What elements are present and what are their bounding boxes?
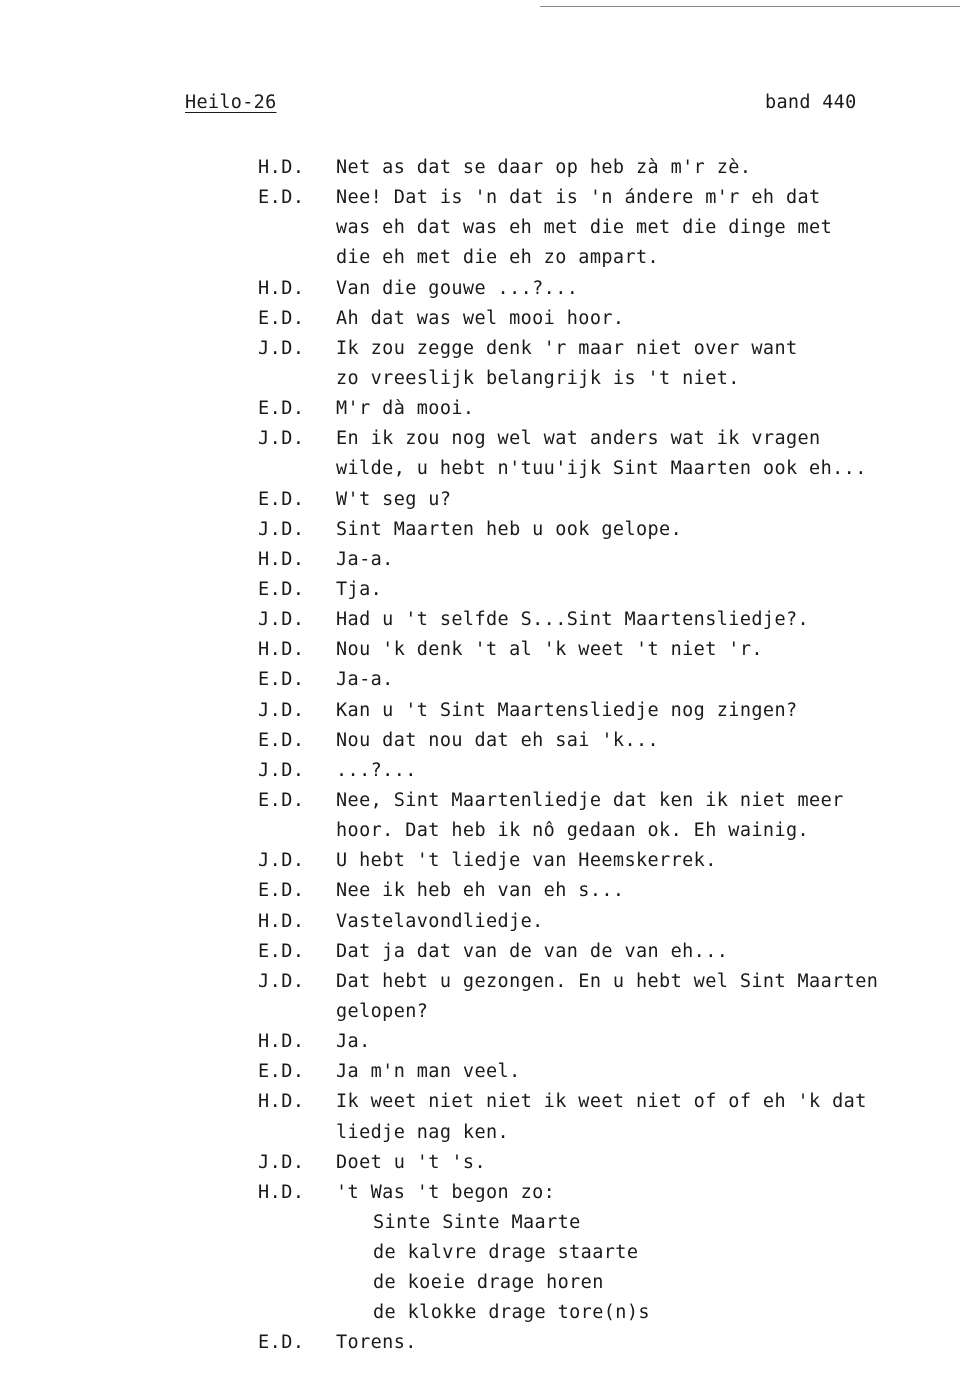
speaker-label: E.D. xyxy=(258,307,305,329)
utterance-text: W't seg u? xyxy=(336,488,452,510)
transcript-line xyxy=(258,485,938,515)
utterance-text: Net as dat se daar op heb zà m'r zè. xyxy=(336,157,752,178)
utterance-text: Nee, Sint Maartenliedje dat ken ik niet meer xyxy=(336,789,844,811)
utterance-text: U hebt 't liedje van Heemskerrek. xyxy=(336,850,717,872)
transcript-line xyxy=(258,394,938,424)
speaker-label: J.D. xyxy=(258,850,305,872)
utterance-text: ...?... xyxy=(336,759,417,781)
transcript-line xyxy=(258,605,938,635)
transcript-line xyxy=(258,786,938,816)
speaker-label: J.D. xyxy=(258,759,305,781)
transcript-line xyxy=(258,183,938,213)
utterance-text: Ik weet niet niet ik weet niet of of eh 'k dat xyxy=(336,1091,867,1113)
speaker-label: H.D. xyxy=(258,277,305,299)
speaker-label: H.D. xyxy=(258,1031,305,1053)
speaker-label: E.D. xyxy=(258,398,305,420)
transcript-line xyxy=(258,907,938,937)
utterance-text: Dat ja dat van de van de van eh... xyxy=(336,940,729,962)
tape-number: band 440 xyxy=(765,92,857,113)
transcript-line xyxy=(258,213,938,243)
speaker-label: E.D. xyxy=(258,669,305,691)
speaker-label: J.D. xyxy=(258,428,305,450)
transcript-line xyxy=(258,364,938,394)
transcript-line xyxy=(258,1087,938,1117)
speaker-label: E.D. xyxy=(258,940,305,962)
speaker-label: E.D. xyxy=(258,789,305,811)
utterance-text: Nee! Dat is 'n dat is 'n ándere m'r eh dat xyxy=(336,187,821,209)
utterance-text: Had u 't selfde S...Sint Maartensliedje?. xyxy=(336,609,810,631)
utterance-text: Sint Maarten heb u ook gelope. xyxy=(336,518,683,540)
speaker-label: H.D. xyxy=(258,1091,305,1113)
transcript-line xyxy=(258,1148,938,1178)
speaker-label: J.D. xyxy=(258,1151,305,1173)
utterance-text: Kan u 't Sint Maartensliedje nog zingen? xyxy=(336,699,798,721)
transcript-line xyxy=(258,243,938,273)
speaker-label: E.D. xyxy=(258,578,305,600)
transcript-line xyxy=(258,304,938,334)
speaker-label: H.D. xyxy=(258,910,305,932)
utterance-text: was eh dat was eh met die met die dinge met xyxy=(336,217,833,239)
transcript-line xyxy=(258,1027,938,1057)
transcript-line xyxy=(258,334,938,364)
utterance-text: de koeie drage horen xyxy=(373,1272,604,1294)
utterance-text: Nou 'k denk 't al 'k weet 't niet 'r. xyxy=(336,639,763,661)
song-verse-line xyxy=(258,1208,938,1238)
utterance-text: 't Was 't begon zo: xyxy=(336,1181,556,1203)
transcript-line xyxy=(258,274,938,304)
speaker-label: H.D. xyxy=(258,1181,305,1203)
transcript-line xyxy=(258,454,938,484)
utterance-text: Ik zou zegge denk 'r maar niet over want xyxy=(336,337,798,359)
utterance-text: Vastelavondliedje. xyxy=(336,910,544,932)
transcript-line xyxy=(258,756,938,786)
song-verse-line xyxy=(258,1238,938,1268)
transcript-line xyxy=(258,937,938,967)
transcript-line xyxy=(258,846,938,876)
speaker-label: J.D. xyxy=(258,518,305,540)
song-verse-line xyxy=(258,1298,938,1328)
utterance-text: wilde, u hebt n'tuu'ijk Sint Maarten ook eh... xyxy=(336,458,867,480)
transcript-line xyxy=(258,635,938,665)
speaker-label: E.D. xyxy=(258,729,305,751)
speaker-label: J.D. xyxy=(258,337,305,359)
utterance-text: de klokke drage tore(n)s xyxy=(373,1302,650,1324)
speaker-label: J.D. xyxy=(258,609,305,631)
utterance-text: Van die gouwe ...?... xyxy=(336,277,579,299)
transcript-line xyxy=(258,997,938,1027)
speaker-label: E.D. xyxy=(258,488,305,510)
utterance-text: Tja. xyxy=(336,578,383,600)
utterance-text: die eh met die eh zo ampart. xyxy=(336,247,660,269)
transcript-line xyxy=(258,726,938,756)
transcript-line xyxy=(258,876,938,906)
utterance-text: Nou dat nou dat eh sai 'k... xyxy=(336,729,660,751)
utterance-text: de kalvre drage staarte xyxy=(373,1242,639,1264)
speaker-label: E.D. xyxy=(258,880,305,902)
transcript-line xyxy=(258,1178,938,1208)
utterance-text: hoor. Dat heb ik nô gedaan ok. Eh wainig. xyxy=(336,820,810,842)
speaker-label: H.D. xyxy=(258,639,305,661)
utterance-text: Ja-a. xyxy=(336,669,394,691)
utterance-text: Torens. xyxy=(336,1332,417,1354)
transcript-line xyxy=(258,696,938,726)
utterance-text: gelopen? xyxy=(336,1000,429,1022)
transcript-line xyxy=(258,665,938,695)
utterance-text: En ik zou nog wel wat anders wat ik vragen xyxy=(336,428,821,450)
document-id: Heilo-26 xyxy=(185,92,277,113)
transcript-line xyxy=(258,1118,938,1148)
transcript xyxy=(258,153,938,1359)
utterance-text: M'r dà mooi. xyxy=(336,398,475,420)
speaker-label: J.D. xyxy=(258,970,305,992)
speaker-label: H.D. xyxy=(258,548,305,570)
top-rule xyxy=(540,6,960,7)
transcript-line xyxy=(258,545,938,575)
transcript-line xyxy=(258,515,938,545)
utterance-text: Nee ik heb eh van eh s... xyxy=(336,880,625,902)
speaker-label: H.D. xyxy=(258,157,305,178)
transcript-line xyxy=(258,1057,938,1087)
utterance-text: Doet u 't 's. xyxy=(336,1151,486,1173)
utterance-text: liedje nag ken. xyxy=(336,1121,510,1143)
transcript-line xyxy=(258,575,938,605)
transcript-line xyxy=(258,1328,938,1358)
utterance-text: Ja-a. xyxy=(336,548,394,570)
utterance-text: Sinte Sinte Maarte xyxy=(373,1211,581,1233)
utterance-text: Ja. xyxy=(336,1031,371,1053)
speaker-label: E.D. xyxy=(258,1332,305,1354)
speaker-label: E.D. xyxy=(258,1061,305,1083)
utterance-text: zo vreeslijk belangrijk is 't niet. xyxy=(336,367,740,389)
transcript-line xyxy=(258,816,938,846)
song-verse-line xyxy=(258,1268,938,1298)
speaker-label: E.D. xyxy=(258,187,305,209)
transcript-line xyxy=(258,967,938,997)
transcript-line xyxy=(258,424,938,454)
transcript-line xyxy=(258,153,938,183)
utterance-text: Dat hebt u gezongen. En u hebt wel Sint Maarten xyxy=(336,970,879,992)
utterance-text: Ja m'n man veel. xyxy=(336,1061,521,1083)
speaker-label: J.D. xyxy=(258,699,305,721)
utterance-text: Ah dat was wel mooi hoor. xyxy=(336,307,625,329)
